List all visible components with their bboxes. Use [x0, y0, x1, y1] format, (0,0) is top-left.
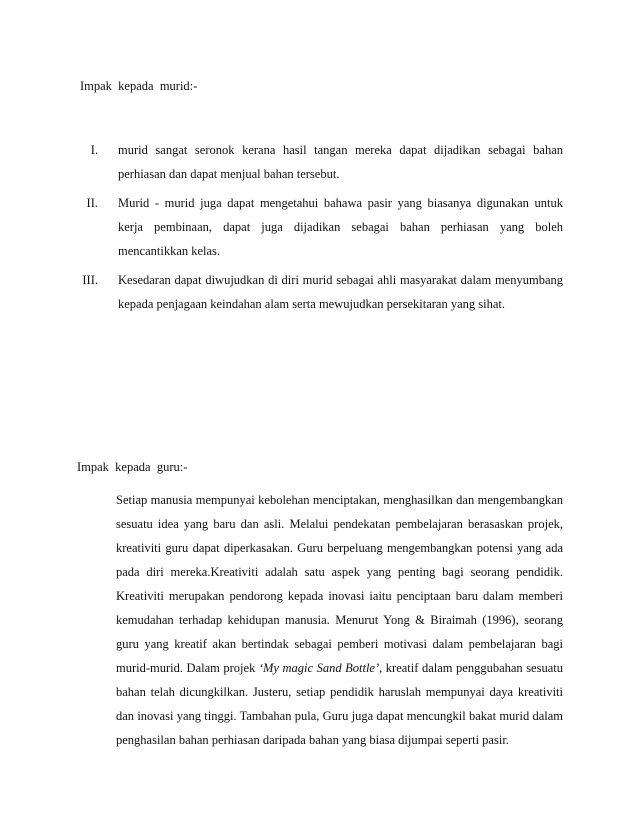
section-heading-murid: Impak kepada murid:-	[80, 79, 198, 93]
list-item-number: I.	[90, 143, 98, 157]
list-item	[0, 268, 638, 316]
body-paragraph-guru	[116, 488, 563, 752]
list-item-text: Kesedaran dapat diwujudkan di diri murid sebagai ahli masyarakat dalam menyumbang kepada penjagaan keindahan alam serta mewujudkan persekitaran yang sihat.	[118, 273, 563, 311]
impact-list-murid	[0, 138, 638, 321]
section-heading-guru: Impak kepada guru:-	[77, 460, 188, 474]
list-item-text: murid sangat seronok kerana hasil tangan mereka dapat dijadikan sebagai bahan perhiasan dan dapat menjual bahan tersebut.	[118, 143, 563, 181]
list-item-number: III.	[82, 273, 98, 287]
list-item	[0, 191, 638, 263]
paragraph-text: Setiap manusia mempunyai kebolehan menciptakan, menghasilkan dan mengembangkan sesuatu idea yang baru dan asli. Melalui pendekatan pembelajaran berasaskan projek, kreativiti guru dapat diperkasakan. Guru berpeluang mengembangkan potensi yang ada pada diri mereka.Kreativiti adalah satu aspek yang penting bagi seorang pendidik. Kreativiti merupakan pendorong kepada inovasi iaitu penciptaan baru dalam memberi kemudahan terhadap kehidupan manusia. Menurut Yong & Biraimah (1996), seorang guru yang kreatif akan bertindak sebagai pemberi motivasi dalam pembelajaran bagi murid-murid. Dalam projek	[116, 493, 563, 675]
list-item-number: II.	[86, 196, 98, 210]
project-title-italic: ‘My magic Sand Bottle’	[258, 661, 380, 675]
paragraph-text: , kreatif dalam penggubahan sesuatu bahan telah dicungkilkan. Justeru, setiap pendidik haruslah mempunyai daya kreativiti dan inovasi yang tinggi. Tambahan pula, Guru juga dapat mencungkil bakat murid dalam penghasilan bahan perhiasan daripada bahan yang biasa dijumpai seperti pasir.	[116, 661, 563, 747]
list-item-text: Murid - murid juga dapat mengetahui bahawa pasir yang biasanya digunakan untuk kerja pembinaan, dapat juga dijadikan sebagai bahan perhiasan yang boleh mencantikkan kelas.	[118, 196, 563, 258]
list-item	[0, 138, 638, 186]
